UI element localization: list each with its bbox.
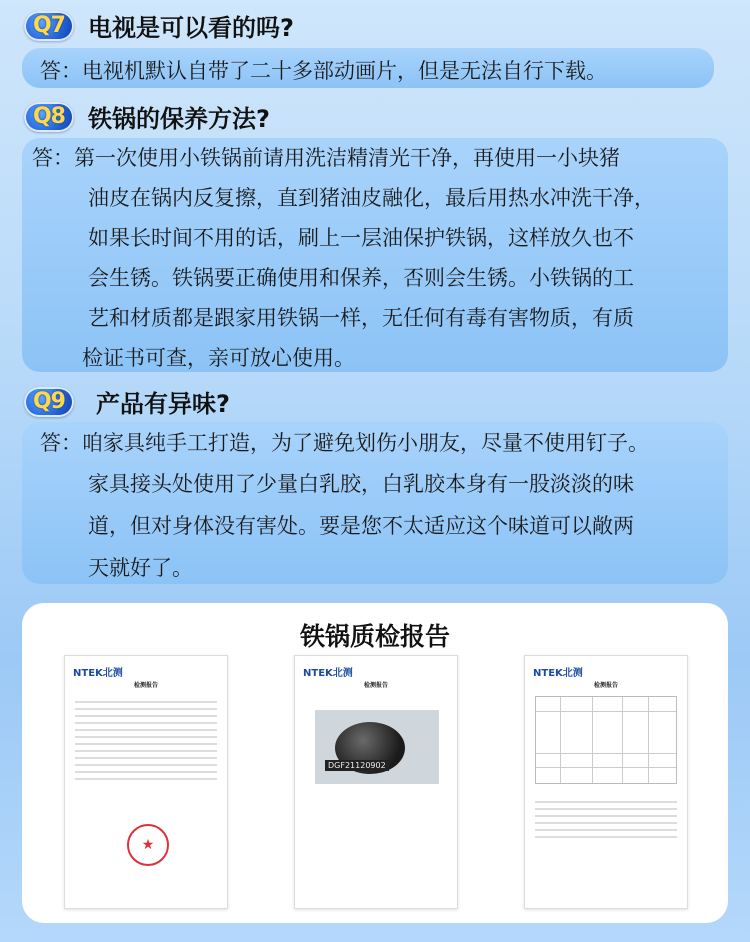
report-page-3 [524,655,688,909]
answer-line: 艺和材质都是跟家用铁锅一样，无任何有毒有害物质，有质 [88,306,634,330]
ntek-logo: NTEK北测 [533,668,583,679]
q9-question: 产品有异味? [96,390,230,418]
answer-line: 天就好了。 [88,556,193,580]
ntek-logo: NTEK北测 [303,668,353,679]
answer-line: 答：电视机默认自带了二十多部动画片，但是无法自行下载。 [40,59,607,83]
ntek-logo: NTEK北测 [73,668,123,679]
answer-line: 检证书可查，亲可放心使用。 [82,346,355,370]
report-title: 铁锅质检报告 [299,622,450,651]
q8-badge: Q8 [24,102,74,132]
red-seal-icon: ★ [127,824,169,866]
report-page-1 [64,655,228,909]
q7-badge: Q7 [24,11,74,41]
answer-line: 如果长时间不用的话，刷上一层油保护铁锅，这样放久也不 [88,226,634,250]
q9-answer [22,422,728,584]
q8-answer [22,138,728,372]
q7-answer [22,48,714,88]
answer-line: 道，但对身体没有害处。要是您不太适应这个味道可以敞两 [88,514,634,538]
faq-q7-header [24,8,294,43]
answer-line: 家具接头处使用了少量白乳胶，白乳胶本身有一股淡淡的味 [88,472,634,496]
doc-heading: 检测报告 [133,682,158,689]
report-card [22,603,728,923]
q7-question: 电视是可以看的吗? [88,14,294,42]
q8-question: 铁锅的保养方法? [88,105,270,133]
doc-text-lines [535,796,677,843]
faq-q8-header [24,99,270,134]
doc-heading: 检测报告 [363,682,388,689]
doc-heading: 检测报告 [593,682,618,689]
doc-text-lines [75,696,217,785]
answer-line: 会生锈。铁锅要正确使用和保养，否则会生锈。小铁锅的工 [88,266,634,290]
result-table [535,696,677,784]
faq-q9-header [24,384,230,419]
answer-line: 答：第一次使用小铁锅前请用洗洁精清光干净，再使用一小块猪 [32,146,620,170]
answer-line: 油皮在锅内反复擦，直到猪油皮融化，最后用热水冲洗干净， [88,186,655,210]
sample-code: DGF21120902 [325,760,389,771]
report-page-2 [294,655,458,909]
answer-line: 答：咱家具纯手工打造，为了避免划伤小朋友，尽量不使用钉子。 [40,431,649,455]
q9-badge: Q9 [24,387,74,417]
